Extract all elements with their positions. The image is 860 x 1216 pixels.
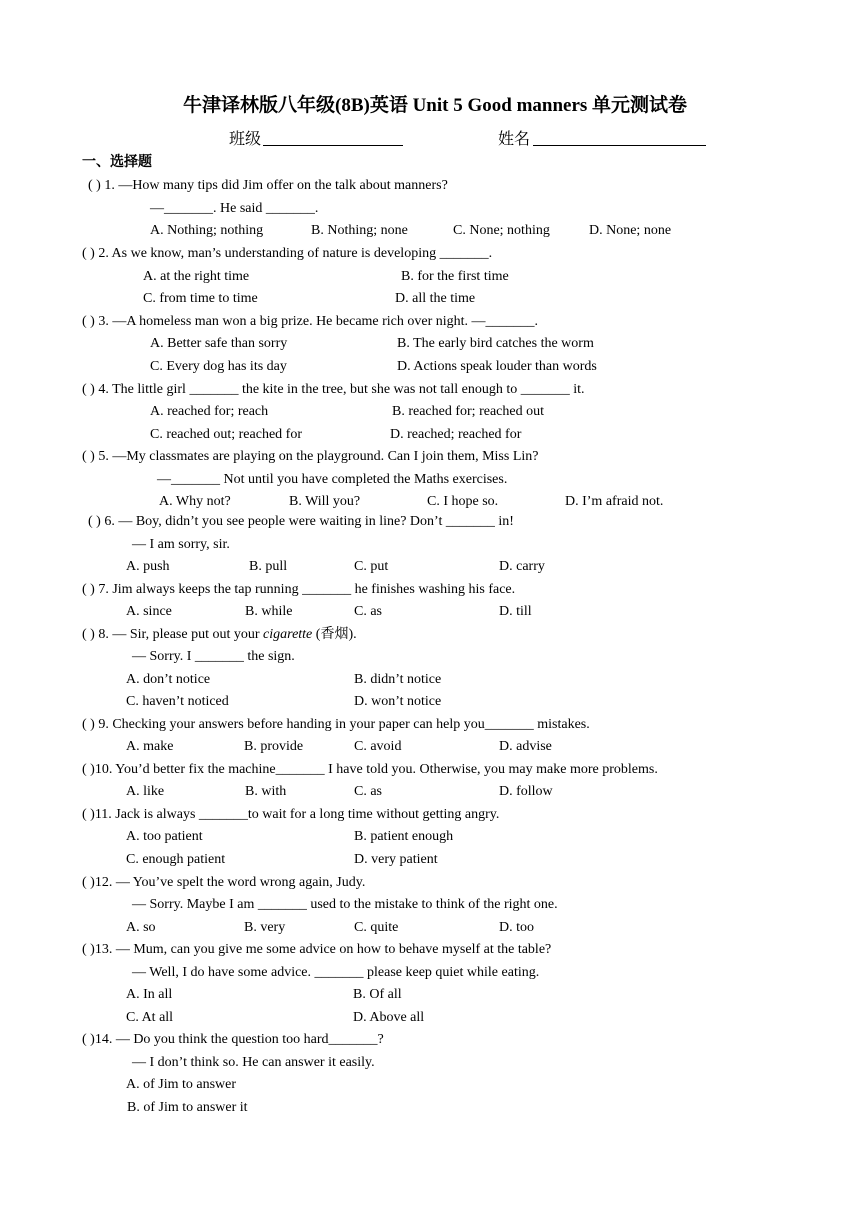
class-blank[interactable]	[263, 145, 403, 146]
question-1-option-d[interactable]: D. None; none	[589, 223, 672, 238]
question-13-option-a[interactable]: A. In all	[126, 987, 173, 1002]
question-4-option-c[interactable]: C. reached out; reached for	[150, 427, 302, 442]
question-8-option-b[interactable]: B. didn’t notice	[354, 672, 442, 687]
question-8-stem-emphasis: cigarette	[263, 627, 313, 642]
question-4-stem: ( ) 4. The little girl _______ the kite in the tree, but she was not tall enough to _______ it.	[82, 382, 585, 397]
question-7-stem: ( ) 7. Jim always keeps the tap running _______ he finishes washing his face.	[82, 582, 516, 597]
question-6-stem: ( ) 6. — Boy, didn’t you see people were waiting in line? Don’t _______ in!	[88, 514, 514, 529]
question-3-option-b[interactable]: B. The early bird catches the worm	[397, 336, 594, 351]
question-7-option-d[interactable]: D. till	[499, 604, 532, 619]
question-5-option-d[interactable]: D. I’m afraid not.	[565, 494, 664, 509]
question-2-option-c[interactable]: C. from time to time	[143, 291, 258, 306]
question-11-option-b[interactable]: B. patient enough	[354, 829, 454, 844]
question-14-stem: ( )14. — Do you think the question too hard_______?	[82, 1032, 384, 1047]
question-8-stem-post: (香烟).	[312, 627, 357, 642]
question-8-stem	[82, 626, 357, 644]
question-12-option-a[interactable]: A. so	[126, 920, 156, 935]
question-8-stem-pre: ( ) 8. — Sir, please put out your	[82, 627, 264, 642]
question-10-option-d[interactable]: D. follow	[499, 784, 553, 799]
question-9-option-a[interactable]: A. make	[126, 739, 174, 754]
question-5-reply: —_______ Not until you have completed the Maths exercises.	[157, 472, 508, 487]
question-13-option-b[interactable]: B. Of all	[353, 987, 402, 1002]
question-12-option-d[interactable]: D. too	[499, 920, 534, 935]
question-5-option-b[interactable]: B. Will you?	[289, 494, 361, 509]
question-11-stem: ( )11. Jack is always _______to wait for a long time without getting angry.	[82, 807, 500, 822]
class-label: 班级	[229, 129, 262, 148]
question-3-option-d[interactable]: D. Actions speak louder than words	[397, 359, 597, 374]
question-12-option-b[interactable]: B. very	[244, 920, 286, 935]
question-11-option-a[interactable]: A. too patient	[126, 829, 203, 844]
question-2-stem: ( ) 2. As we know, man’s understanding of nature is developing _______.	[82, 246, 493, 261]
question-4-option-a[interactable]: A. reached for; reach	[150, 404, 269, 419]
question-7-option-c[interactable]: C. as	[354, 604, 382, 619]
question-11-option-d[interactable]: D. very patient	[354, 852, 438, 867]
question-10-option-a[interactable]: A. like	[126, 784, 165, 799]
question-6-option-a[interactable]: A. push	[126, 559, 170, 574]
question-1-option-a[interactable]: A. Nothing; nothing	[150, 223, 264, 238]
question-13-option-c[interactable]: C. At all	[126, 1010, 174, 1025]
question-14-option-b[interactable]: B. of Jim to answer it	[127, 1100, 248, 1115]
question-12-stem: ( )12. — You’ve spelt the word wrong again, Judy.	[82, 875, 366, 890]
question-12-option-c[interactable]: C. quite	[354, 920, 399, 935]
section-title: 一、选择题	[82, 154, 152, 170]
question-2-option-d[interactable]: D. all the time	[395, 291, 476, 306]
question-7-option-a[interactable]: A. since	[126, 604, 172, 619]
page-title: 牛津译林版八年级(8B)英语 Unit 5 Good manners 单元测试卷	[183, 95, 688, 116]
question-8-reply: — Sorry. I _______ the sign.	[132, 649, 295, 664]
question-1-reply: —_______. He said _______.	[150, 201, 319, 216]
question-6-reply: — I am sorry, sir.	[132, 537, 230, 552]
question-9-option-d[interactable]: D. advise	[499, 739, 552, 754]
question-4-option-b[interactable]: B. reached for; reached out	[392, 404, 544, 419]
question-10-stem: ( )10. You’d better fix the machine_______ I have told you. Otherwise, you may make more problems.	[82, 762, 658, 777]
question-13-option-d[interactable]: D. Above all	[353, 1010, 425, 1025]
question-14-reply: — I don’t think so. He can answer it easily.	[132, 1055, 375, 1070]
question-8-option-d[interactable]: D. won’t notice	[354, 694, 442, 709]
question-2-option-b[interactable]: B. for the first time	[401, 269, 509, 284]
question-8-option-a[interactable]: A. don’t notice	[126, 672, 211, 687]
question-1-stem: ( ) 1. —How many tips did Jim offer on the talk about manners?	[88, 178, 448, 193]
question-12-reply: — Sorry. Maybe I am _______ used to the mistake to think of the right one.	[132, 897, 558, 912]
question-14-option-a[interactable]: A. of Jim to answer	[126, 1077, 237, 1092]
question-10-option-c[interactable]: C. as	[354, 784, 382, 799]
question-9-stem: ( ) 9. Checking your answers before handing in your paper can help you_______ mistakes.	[82, 717, 590, 732]
question-9-option-b[interactable]: B. provide	[244, 739, 304, 754]
name-blank[interactable]	[533, 145, 706, 146]
question-4-option-d[interactable]: D. reached; reached for	[390, 427, 522, 442]
question-6-option-b[interactable]: B. pull	[249, 559, 288, 574]
question-5-stem: ( ) 5. —My classmates are playing on the playground. Can I join them, Miss Lin?	[82, 449, 539, 464]
question-3-option-a[interactable]: A. Better safe than sorry	[150, 336, 288, 351]
question-13-reply: — Well, I do have some advice. _______ please keep quiet while eating.	[132, 965, 540, 980]
name-label: 姓名	[498, 129, 531, 148]
question-2-option-a[interactable]: A. at the right time	[143, 269, 250, 284]
question-1-option-c[interactable]: C. None; nothing	[453, 223, 550, 238]
question-5-option-c[interactable]: C. I hope so.	[427, 494, 499, 509]
question-11-option-c[interactable]: C. enough patient	[126, 852, 226, 867]
question-5-option-a[interactable]: A. Why not?	[159, 494, 231, 509]
question-6-option-c[interactable]: C. put	[354, 559, 389, 574]
question-10-option-b[interactable]: B. with	[245, 784, 287, 799]
question-3-option-c[interactable]: C. Every dog has its day	[150, 359, 287, 374]
question-1-option-b[interactable]: B. Nothing; none	[311, 223, 408, 238]
question-8-option-c[interactable]: C. haven’t noticed	[126, 694, 229, 709]
question-6-option-d[interactable]: D. carry	[499, 559, 545, 574]
question-3-stem: ( ) 3. —A homeless man won a big prize. He became rich over night. —_______.	[82, 314, 539, 329]
question-13-stem: ( )13. — Mum, can you give me some advice on how to behave myself at the table?	[82, 942, 552, 957]
question-7-option-b[interactable]: B. while	[245, 604, 293, 619]
question-9-option-c[interactable]: C. avoid	[354, 739, 402, 754]
